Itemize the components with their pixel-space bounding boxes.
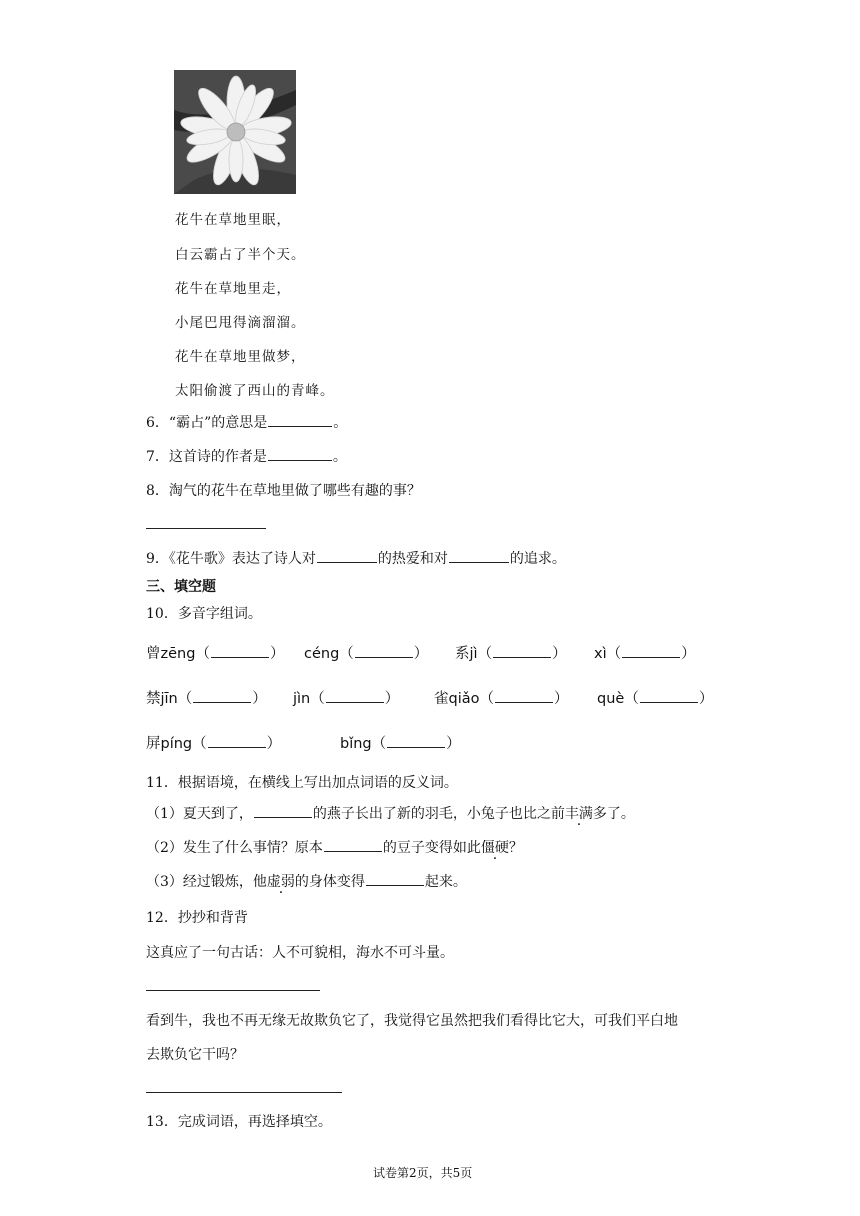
poem-line-4: 小尾巴甩得滴溜溜。 — [175, 315, 306, 331]
poem-line-1: 花牛在草地里眠， — [175, 212, 291, 228]
question-11: 11．根据语境，在横线上写出加点词语的反义词。 — [146, 775, 458, 791]
q11-dotted-word-1: 丰满 — [564, 806, 593, 822]
q7-end: 。 — [332, 449, 347, 465]
q7-blank[interactable] — [268, 459, 332, 461]
poly-item-ji: 系jì（ ） — [455, 646, 567, 662]
q12-passage-2b: 去欺负它干吗？ — [146, 1047, 244, 1063]
poly-item-bing: bǐng（ ） — [340, 736, 461, 752]
question-7 — [146, 446, 347, 466]
question-13: 13．完成词语，再选择填空。 — [146, 1114, 332, 1130]
poly-item-xi: xì（ ） — [594, 646, 696, 662]
q6-blank[interactable] — [268, 425, 332, 427]
q11-blank-1[interactable] — [254, 816, 312, 818]
q11-sentence-1: （1）夏天到了， 的燕子长出了新的羽毛，小兔子也比之前丰满多了。 — [146, 806, 635, 822]
poly-blank-jin4[interactable] — [326, 701, 384, 703]
poem-line-5: 花牛在草地里做梦， — [175, 349, 306, 365]
q11-blank-2[interactable] — [324, 850, 382, 852]
poly-blank-xi[interactable] — [622, 656, 680, 658]
q11-dotted-word-2: 僵硬 — [480, 840, 509, 856]
poly-blank-zeng[interactable] — [211, 656, 269, 658]
question-10: 10．多音字组词。 — [146, 606, 262, 622]
question-6 — [146, 412, 347, 432]
q12-answer-line-2[interactable] — [146, 1092, 342, 1093]
poly-item-zeng: 曾zēng（ ） — [146, 646, 285, 662]
poem-line-2: 白云霸占了半个天。 — [175, 247, 306, 263]
poly-item-ping: 屏píng（ ） — [146, 736, 282, 752]
q7-text: 7．这首诗的作者是 — [146, 449, 267, 465]
q9-text: 9．《花牛歌》表达了诗人对 — [146, 551, 316, 567]
poly-blank-que[interactable] — [640, 701, 698, 703]
poly-item-jin1: 禁jīn（ ） — [146, 691, 267, 707]
question-9 — [146, 548, 566, 568]
poly-item-ceng: céng（ ） — [304, 646, 429, 662]
q8-answer-line[interactable] — [146, 528, 266, 529]
poly-blank-jin1[interactable] — [193, 701, 251, 703]
q6-end: 。 — [333, 415, 348, 431]
page-footer: 试卷第2页，共5页 — [373, 1166, 473, 1180]
poly-item-qiao: 雀qiǎo（ ） — [434, 691, 569, 707]
question-8: 8．淘气的花牛在草地里做了哪些有趣的事？ — [146, 483, 421, 499]
q9-end: 的追求。 — [509, 551, 566, 567]
poly-blank-ceng[interactable] — [355, 656, 413, 658]
q11-blank-3[interactable] — [366, 884, 424, 886]
q9-blank-2[interactable] — [449, 561, 509, 563]
question-12: 12．抄抄和背背 — [146, 910, 248, 926]
poly-blank-qiao[interactable] — [495, 701, 553, 703]
q12-answer-line-1[interactable] — [146, 990, 320, 991]
q11-sentence-3: （3）经过锻炼，他虚弱的身体变得 起来。 — [146, 874, 467, 890]
poly-item-jin4: jìn（ ） — [293, 691, 400, 707]
flower-photo — [174, 70, 296, 194]
poly-blank-ping[interactable] — [208, 746, 266, 748]
poem-line-6: 太阳偷渡了西山的青峰。 — [175, 383, 335, 399]
poly-blank-ji[interactable] — [493, 656, 551, 658]
poem-line-3: 花牛在草地里走， — [175, 281, 291, 297]
poly-item-que: què（ ） — [597, 691, 714, 707]
q6-text: 6．“霸占”的意思是 — [146, 415, 268, 431]
q12-passage-2a: 看到牛，我也不再无缘无故欺负它了，我觉得它虽然把我们看得比它大，可我们平白地 — [146, 1013, 678, 1029]
q12-passage-1: 这真应了一句古话：人不可貌相，海水不可斗量。 — [146, 945, 454, 961]
section-3-title: 三、填空题 — [146, 579, 216, 595]
q9-blank-1[interactable] — [317, 561, 377, 563]
q11-dotted-word-3: 虚弱 — [266, 874, 295, 890]
q9-mid: 的热爱和对 — [377, 551, 448, 567]
poly-blank-bing[interactable] — [387, 746, 445, 748]
q11-sentence-2: （2）发生了什么事情？原本 的豆子变得如此僵硬？ — [146, 840, 523, 856]
